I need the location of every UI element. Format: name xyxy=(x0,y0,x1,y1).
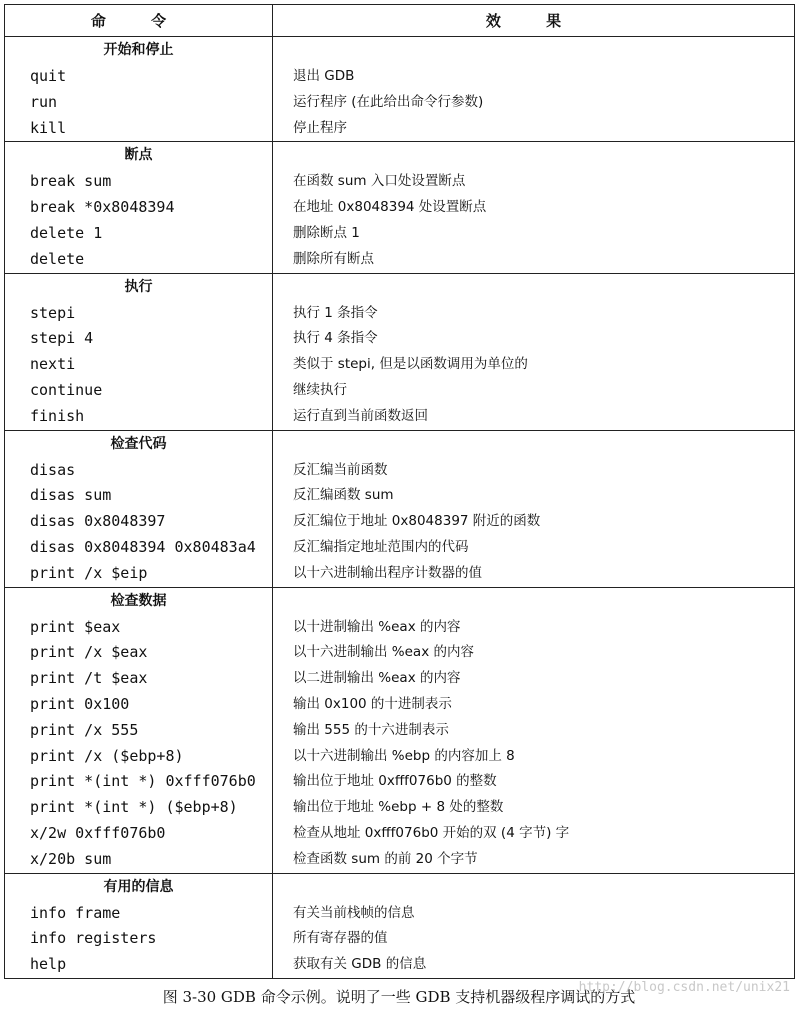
command-text: print /x $eax xyxy=(30,643,148,662)
effect-column xyxy=(273,37,795,142)
header-command: 命 令 xyxy=(5,5,273,37)
command-column xyxy=(5,430,273,587)
effect-text: 以十进制输出 %eax 的内容 xyxy=(293,618,461,635)
command-text: disas sum xyxy=(30,486,112,505)
section-title: 检查数据 xyxy=(110,592,167,609)
effect-text: 有关当前栈帧的信息 xyxy=(293,904,415,921)
effect-text: 输出位于地址 %ebp + 8 处的整数 xyxy=(293,799,504,816)
gdb-commands-table xyxy=(4,4,795,979)
table-section xyxy=(5,430,795,587)
command-text: print 0x100 xyxy=(30,694,130,713)
command-text: print /x ($ebp+8) xyxy=(30,746,184,765)
command-column xyxy=(5,587,273,873)
command-text: info registers xyxy=(30,929,157,948)
section-row xyxy=(5,142,795,273)
effect-text: 输出 555 的十六进制表示 xyxy=(293,721,449,738)
section-row xyxy=(5,587,795,873)
effect-text: 输出位于地址 0xfff076b0 的整数 xyxy=(293,773,497,790)
command-column xyxy=(5,873,273,978)
effect-text: 反汇编函数 sum xyxy=(293,487,394,504)
command-text: print /t $eax xyxy=(30,669,148,688)
command-text: info frame xyxy=(30,903,121,922)
effect-text: 以二进制输出 %eax 的内容 xyxy=(293,670,461,687)
effect-text: 运行程序 (在此给出命令行参数) xyxy=(293,93,484,110)
table-section xyxy=(5,587,795,873)
command-text: print /x 555 xyxy=(30,720,139,739)
effect-text: 检查从地址 0xfff076b0 开始的双 (4 字节) 字 xyxy=(293,824,570,841)
effect-text: 检查函数 sum 的前 20 个字节 xyxy=(293,850,478,867)
section-title: 有用的信息 xyxy=(103,878,174,895)
command-text: x/20b sum xyxy=(30,849,112,868)
command-text: finish xyxy=(30,406,85,425)
effect-column xyxy=(273,273,795,430)
effect-column xyxy=(273,873,795,978)
table-section xyxy=(5,273,795,430)
section-row xyxy=(5,37,795,142)
section-title: 检查代码 xyxy=(110,435,167,452)
table-header-row xyxy=(5,5,795,37)
section-title: 开始和停止 xyxy=(103,42,174,58)
effect-column xyxy=(273,430,795,587)
effect-text: 继续执行 xyxy=(293,381,347,398)
command-text: run xyxy=(30,92,58,111)
command-text: continue xyxy=(30,380,103,399)
effect-text: 类似于 stepi, 但是以函数调用为单位的 xyxy=(293,356,528,373)
section-row xyxy=(5,273,795,430)
effect-text: 反汇编位于地址 0x8048397 附近的函数 xyxy=(293,513,541,530)
effect-text: 以十六进制输出 %eax 的内容 xyxy=(293,644,474,661)
command-text: disas 0x8048397 xyxy=(30,512,166,531)
section-title: 执行 xyxy=(124,278,153,295)
command-text: stepi xyxy=(30,303,76,322)
watermark: http://blog.csdn.net/unix21 xyxy=(578,980,790,995)
command-text: print /x $eip xyxy=(30,563,148,582)
effect-text: 获取有关 GDB 的信息 xyxy=(293,956,427,973)
command-text: quit xyxy=(30,67,67,85)
command-text: nexti xyxy=(30,355,76,374)
effect-text: 删除断点 1 xyxy=(293,224,360,241)
command-text: delete xyxy=(30,249,85,268)
section-title: 断点 xyxy=(124,147,153,164)
table-section xyxy=(5,873,795,978)
effect-text: 退出 GDB xyxy=(293,68,355,84)
table-section xyxy=(5,37,795,142)
effect-text: 反汇编当前函数 xyxy=(293,461,388,478)
command-text: print *(int *) 0xfff076b0 xyxy=(30,772,256,791)
header-effect: 效 果 xyxy=(273,5,795,37)
command-text: disas xyxy=(30,460,76,479)
effect-column xyxy=(273,142,795,273)
command-text: print *(int *) ($ebp+8) xyxy=(30,798,238,817)
effect-text: 执行 4 条指令 xyxy=(293,330,378,347)
command-text: disas 0x8048394 0x80483a4 xyxy=(30,537,256,556)
effect-text: 停止程序 xyxy=(293,119,347,136)
command-text: help xyxy=(30,955,67,974)
effect-text: 运行直到当前函数返回 xyxy=(293,407,428,424)
effect-text: 以十六进制输出 %ebp 的内容加上 8 xyxy=(293,747,515,764)
command-text: print $eax xyxy=(30,617,121,636)
command-text: break *0x8048394 xyxy=(30,198,175,217)
effect-column xyxy=(273,587,795,873)
effect-text: 在函数 sum 入口处设置断点 xyxy=(293,173,466,190)
table-section xyxy=(5,142,795,273)
effect-text: 输出 0x100 的十进制表示 xyxy=(293,695,452,712)
effect-text: 所有寄存器的值 xyxy=(293,930,388,947)
effect-text: 删除所有断点 xyxy=(293,250,374,267)
command-column xyxy=(5,142,273,273)
document xyxy=(4,4,794,979)
effect-text: 以十六进制输出程序计数器的值 xyxy=(293,564,482,581)
command-column xyxy=(5,273,273,430)
command-text: kill xyxy=(30,118,67,137)
command-column xyxy=(5,37,273,142)
effect-text: 在地址 0x8048394 处设置断点 xyxy=(293,199,487,216)
section-row xyxy=(5,873,795,978)
command-text: delete 1 xyxy=(30,223,103,242)
command-text: x/2w 0xfff076b0 xyxy=(30,823,166,842)
command-text: stepi 4 xyxy=(30,329,94,348)
figure-caption: 图 3-30 GDB 命令示例。说明了一些 GDB 支持机器级程序调试的方式 xyxy=(162,988,636,1006)
section-row xyxy=(5,430,795,587)
command-text: break sum xyxy=(30,172,112,191)
effect-text: 反汇编指定地址范围内的代码 xyxy=(293,538,469,555)
effect-text: 执行 1 条指令 xyxy=(293,304,378,321)
